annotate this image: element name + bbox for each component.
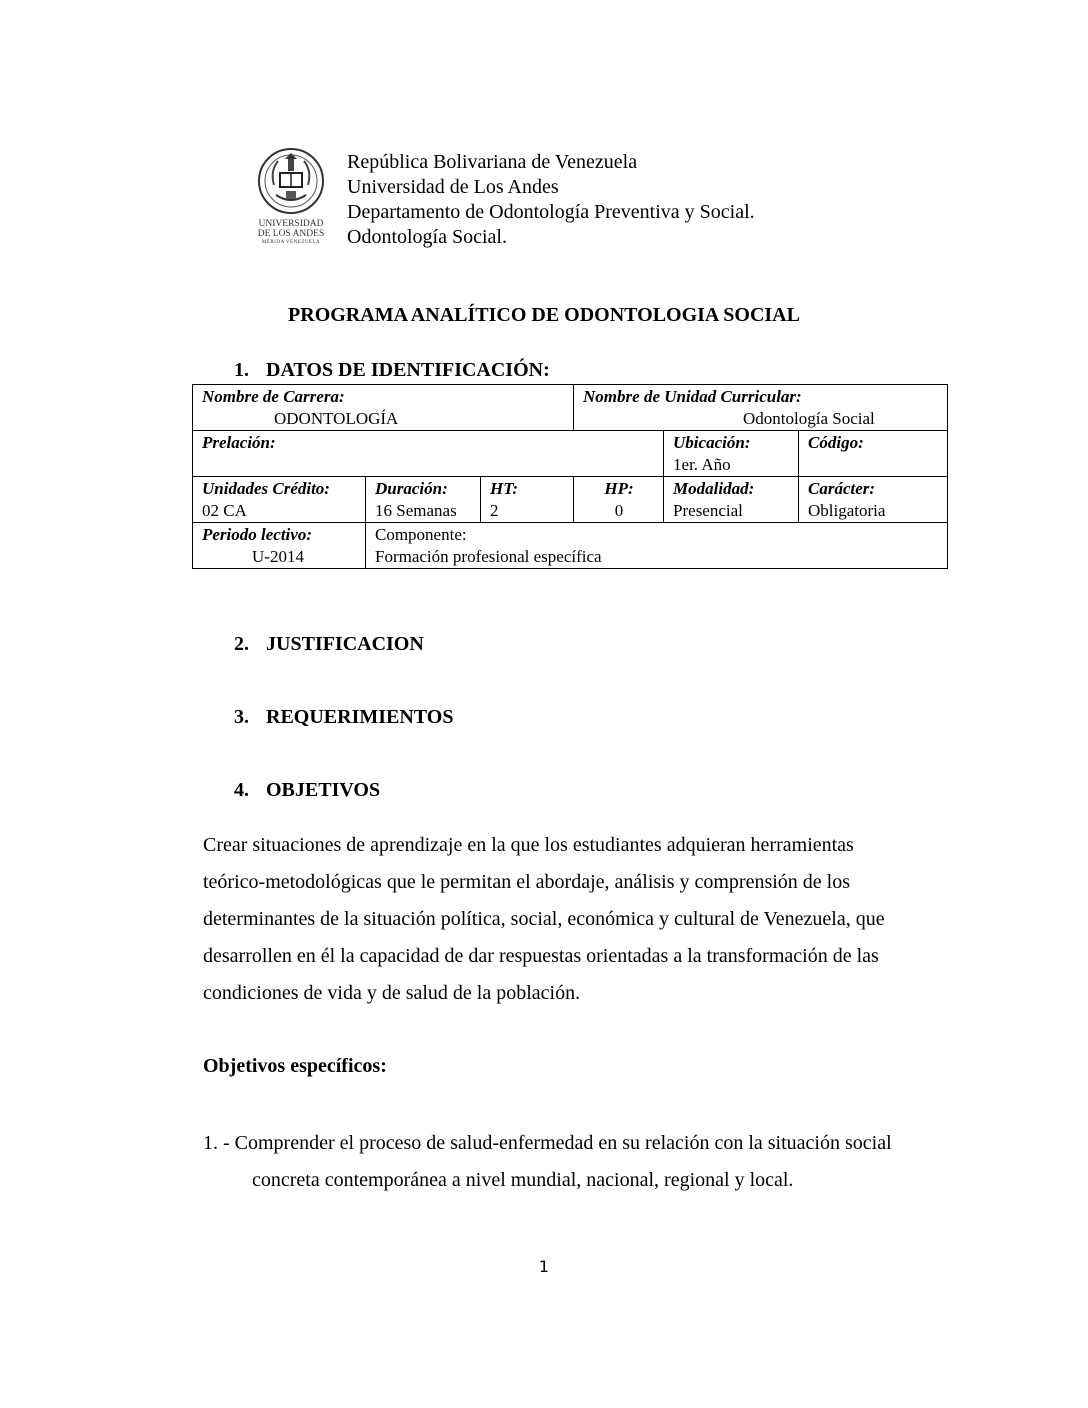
section-heading-4 <box>234 779 380 802</box>
cell-value: ODONTOLOGÍA <box>274 409 399 428</box>
section-title: DATOS DE IDENTIFICACIÓN: <box>266 359 550 381</box>
paragraph-line: desarrollen en él la capacidad de dar respuestas orientadas a la transformación de las <box>203 945 879 967</box>
cell-label: Periodo lectivo: <box>202 525 312 544</box>
section-title: OBJETIVOS <box>266 779 381 801</box>
cell-value: U-2014 <box>252 547 304 566</box>
table-cell-duracion <box>366 477 481 523</box>
cell-label: Componente: <box>375 525 467 544</box>
header-line-university: Universidad de Los Andes <box>347 176 559 198</box>
logo-text-line: UNIVERSIDAD <box>258 219 324 229</box>
table-cell-prelacion <box>193 431 664 477</box>
table-row <box>193 431 948 477</box>
cell-label: Código: <box>808 433 864 452</box>
cell-value: 2 <box>490 501 499 520</box>
section-number: 2. <box>234 633 249 655</box>
cell-label: Nombre de Carrera: <box>202 387 345 406</box>
cell-value: Odontología Social <box>743 409 875 428</box>
header-line-department: Departamento de Odontología Preventiva y Social. <box>347 201 755 223</box>
table-cell-componente <box>366 523 948 569</box>
section-heading-3 <box>234 706 453 729</box>
logo-text-line: DE LOS ANDES <box>257 229 325 239</box>
cell-value: Presencial <box>673 501 743 520</box>
institution-header <box>347 150 755 250</box>
cell-label: Nombre de Unidad Curricular: <box>583 387 802 406</box>
cell-label: Unidades Crédito: <box>202 479 330 498</box>
cell-label: Carácter: <box>808 479 876 498</box>
cell-label: Ubicación: <box>673 433 751 452</box>
section-number: 4. <box>234 779 249 801</box>
section-number: 3. <box>234 706 249 728</box>
cell-value: 1er. Año <box>673 455 731 474</box>
cell-label: Modalidad: <box>673 479 755 498</box>
general-objective-paragraph <box>203 827 943 1012</box>
section-number: 1. <box>234 359 249 381</box>
cell-value: 16 Semanas <box>375 501 457 520</box>
table-cell-carrera <box>193 385 574 431</box>
cell-label: Duración: <box>375 479 448 498</box>
identification-table <box>192 384 948 569</box>
cell-value: 0 <box>614 501 624 520</box>
table-cell-hp <box>574 477 664 523</box>
table-cell-creditos <box>193 477 366 523</box>
header-line-course: Odontología Social. <box>347 226 507 248</box>
section-title: JUSTIFICACION <box>266 633 424 655</box>
cell-value: Obligatoria <box>808 501 886 520</box>
logo-text-line: MÉRIDA VENEZUELA <box>261 240 321 245</box>
table-cell-caracter <box>799 477 948 523</box>
table-cell-ubicacion <box>664 431 799 477</box>
university-logo <box>256 145 326 253</box>
specific-objective-item: 1. - Comprender el proceso de salud-enfermedad en su relación con la situación social <box>203 1132 892 1154</box>
page-number: 1 <box>538 1257 550 1276</box>
paragraph-line: Crear situaciones de aprendizaje en la que los estudiantes adquieran herramientas <box>203 834 854 856</box>
section-heading-1 <box>234 359 550 382</box>
specific-objectives-heading: Objetivos específicos: <box>203 1055 387 1077</box>
table-cell-periodo <box>193 523 366 569</box>
cell-label: Prelación: <box>202 433 276 452</box>
paragraph-line: condiciones de vida y de salud de la población. <box>203 982 581 1004</box>
header-line-republic: República Bolivariana de Venezuela <box>347 151 638 173</box>
specific-objective-continuation: concreta contemporánea a nivel mundial, nacional, regional y local. <box>252 1169 794 1191</box>
table-row <box>193 385 948 431</box>
cell-label: HT: <box>490 479 519 498</box>
table-row <box>193 477 948 523</box>
paragraph-line: teórico-metodológicas que le permitan el abordaje, análisis y comprensión de los <box>203 871 851 893</box>
cell-value: Formación profesional específica <box>375 547 602 566</box>
paragraph-line: determinantes de la situación política, social, económica y cultural de Venezuela, que <box>203 908 885 930</box>
table-cell-codigo <box>799 431 948 477</box>
document-title: PROGRAMA ANALÍTICO DE ODONTOLOGIA SOCIAL <box>288 304 800 326</box>
section-heading-2 <box>234 633 424 656</box>
cell-label: HP: <box>604 479 634 498</box>
table-cell-ht <box>481 477 574 523</box>
cell-value: 02 CA <box>202 501 247 520</box>
table-row <box>193 523 948 569</box>
table-cell-modalidad <box>664 477 799 523</box>
section-title: REQUERIMIENTOS <box>266 706 454 728</box>
table-cell-unidad <box>574 385 948 431</box>
